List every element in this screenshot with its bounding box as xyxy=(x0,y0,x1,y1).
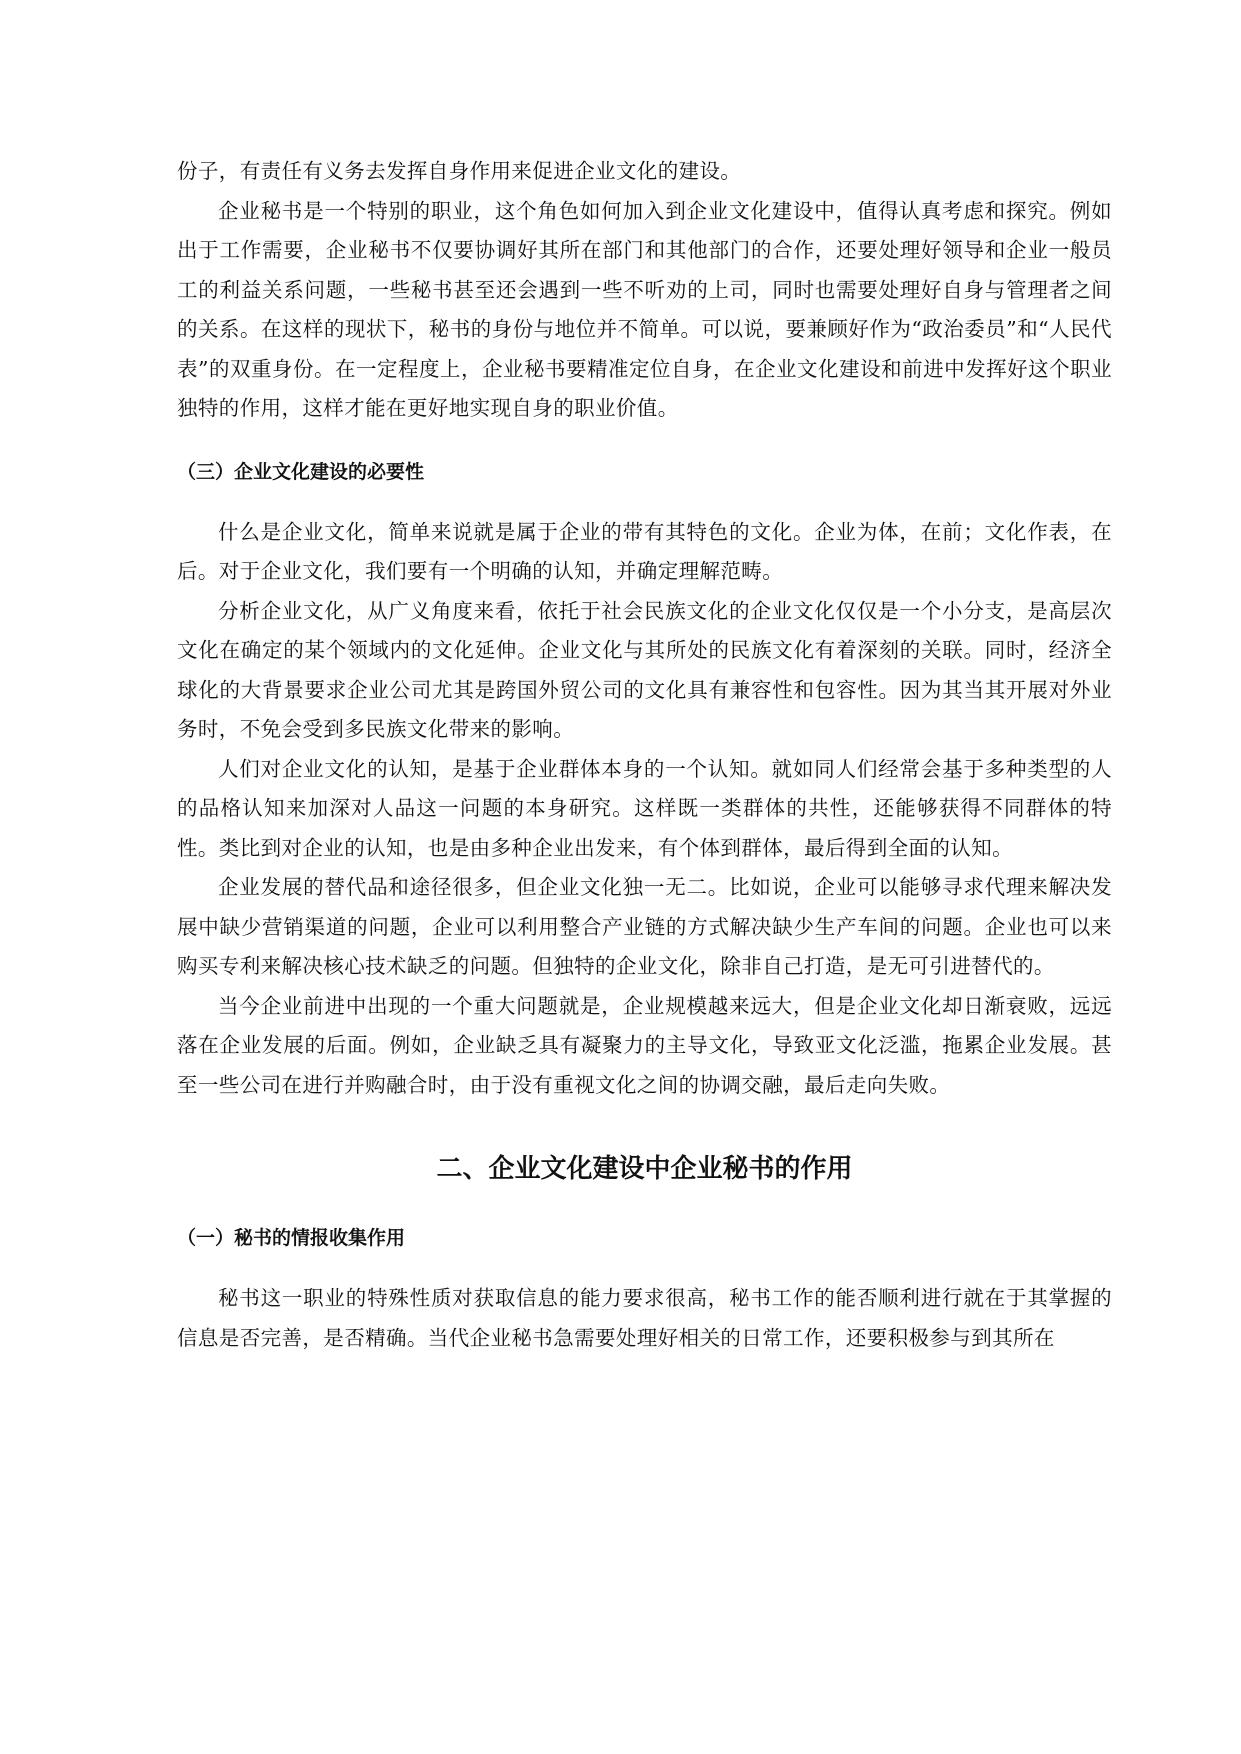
section-heading: 二、企业文化建设中企业秘书的作用 xyxy=(436,1154,853,1184)
subheading-necessity: （三）企业文化建设的必要性 xyxy=(177,460,425,483)
document-body xyxy=(177,152,1112,1358)
paragraph-analysis: 分析企业文化，从广义角度来看，依托于社会民族文化的企业文化仅仅是一个小分支，是高层次文化在确定的某个领域内的文化延伸。企业文化与其所处的民族文化有着深刻的关联。同时，经济全球化的大背景要求企业公司尤其是跨国外贸公司的文化具有兼容性和包容性。因为其当其开展对外业务时，不免会受到多民族文化带来的影响。 xyxy=(177,598,1112,741)
paragraph-continued: 份子，有责任有义务去发挥自身作用来促进企业文化的建设。 xyxy=(177,159,742,183)
paragraph-what-is-culture: 什么是企业文化，简单来说就是属于企业的带有其特色的文化。企业为体，在前；文化作表，在后。对于企业文化，我们要有一个明确的认知，并确定理解范畴。 xyxy=(177,519,1112,583)
subheading-intelligence: （一）秘书的情报收集作用 xyxy=(177,1227,406,1249)
paragraph-cognition: 人们对企业文化的认知，是基于企业群体本身的一个认知。就如同人们经常会基于多种类型的人的品格认知来加深对人品这一问题的本身研究。这样既一类群体的共性，还能够获得不同群体的特性。类比到对企业的认知，也是由多种企业出发来，有个体到群体，最后得到全面的认知。 xyxy=(177,756,1112,860)
paragraph-uniqueness: 企业发展的替代品和途径很多，但企业文化独一无二。比如说，企业可以能够寻求代理来解决发展中缺少营销渠道的问题，企业可以利用整合产业链的方式解决缺少生产车间的问题。企业也可以来购买专利来解决核心技术缺乏的问题。但独特的企业文化，除非自己打造，是无可引进替代的。 xyxy=(177,875,1112,978)
paragraph-current-problem: 当今企业前进中出现的一个重大问题就是，企业规模越来远大，但是企业文化却日渐衰败，远远落在企业发展的后面。例如，企业缺乏具有凝聚力的主导文化，导致亚文化泛滥，拖累企业发展。甚至一些公司在进行并购融合时，由于没有重视文化之间的协调交融，最后走向失败。 xyxy=(177,993,1112,1097)
paragraph-intelligence: 秘书这一职业的特殊性质对获取信息的能力要求很高，秘书工作的能否顺利进行就在于其掌握的信息是否完善，是否精确。当代企业秘书急需要处理好相关的日常工作，还要积极参与到其所在 xyxy=(177,1286,1112,1350)
paragraph-secretary-role: 企业秘书是一个特别的职业，这个角色如何加入到企业文化建设中，值得认真考虑和探究。例如出于工作需要，企业秘书不仅要协调好其所在部门和其他部门的合作，还要处理好领导和企业一般员工的利益关系问题，一些秘书甚至还会遇到一些不听劝的上司，同时也需要处理好自身与管理者之间的关系。在这样的现状下，秘书的身份与地位并不简单。可以说，要兼顾好作为“政治委员”和“人民代表”的双重身份。在一定程度上，企业秘书要精准定位自身，在企业文化建设和前进中发挥好这个职业独特的作用，这样才能在更好地实现自身的职业价值。 xyxy=(177,198,1112,420)
